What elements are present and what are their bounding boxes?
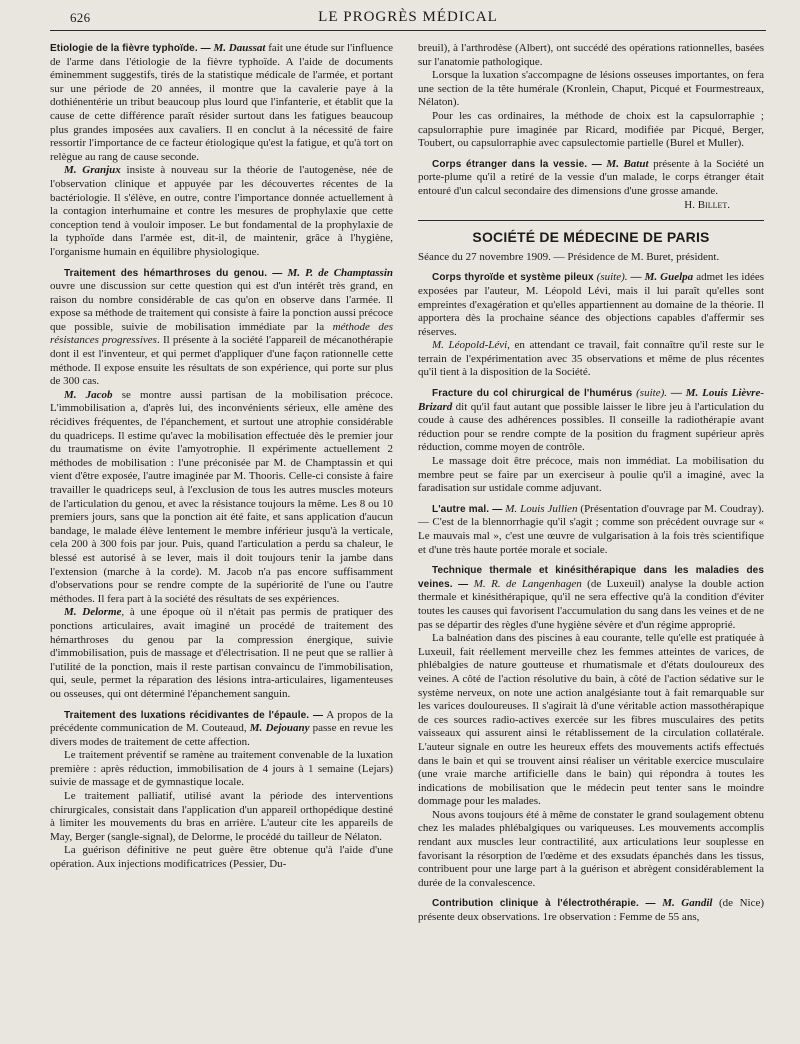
article-heading: Fracture du col chirurgical de l'humérus xyxy=(432,388,633,400)
society-title: SOCIÉTÉ DE MÉDECINE DE PARIS xyxy=(472,229,710,246)
paragraph-continuation: breuil), à l'arthrodèse (Albert), ont succédé des opérations rationnelles, basées sur l'anatomie pathologique. xyxy=(418,42,764,68)
paragraph-massage: Le massage doit être précoce, mais non immédiat. La mobilisation du membre peut se faire par un exerciseur à poulie qu'il a imaginé, avec la faradisation sur ustidale comme adjuvant. xyxy=(418,455,764,495)
italic-phrase: méthode des résistances progressives xyxy=(50,320,393,347)
paragraph-soulagement: Nous avons toujours été à même de constater le grand soulagement obtenu chez les malades phlébalgiques ou variqueuses. Les mouvements accomplis rendant aux muscles leur contractilité, aux articulations leur souplesse en favorisant la résorption de l'œdème et des exsudats épanchés dans les tissus, contribuent pour une large part à la guérison et abrègent considérablement la durée de la convalescence. xyxy=(418,808,764,889)
article-hemarthroses-genou xyxy=(50,267,393,389)
article-heading: Traitement des luxations récidivantes de l'épaule. — xyxy=(64,709,324,721)
article-autre-mal xyxy=(418,503,764,557)
page-header xyxy=(50,8,766,31)
article-etiologie-fievre-typhoide xyxy=(50,42,393,164)
article-corps-thyroide xyxy=(418,271,764,339)
author-name: M. Léopold-Lévi xyxy=(432,339,508,352)
article-text: (de Luxeuil) analyse la double action thermale et kinésithérapique, qu'il ne sera effective qu'à la condition d'éviter toutes les causes qui favorisent l'accumulation du sang dans les veines et de ne pas se départir des règles d'une hygiène sévère et d'un régime approprié. xyxy=(418,577,765,631)
article-heading: Traitement des hémarthroses du genou. — xyxy=(64,267,283,279)
suite-note: (suite). xyxy=(636,387,667,400)
author-name: M. Dejouany xyxy=(249,722,310,735)
article-text: , à une époque où il n'était pas permis de pratiquer des ponctions articulaires, avait imaginé un procédé de traitement des hémarthroses du genou par la compression énergique, suivie d'immobilisation, puis de massage et d'électrisation. Il ne peut que se rallier à l'utilité de la ponction, mais il reste partisan convaincu de l'immobilisation, qui, seule, permet la réparation des lésions intra-articulaires, ligamenteuses ou osseuses, qui ont déterminé l'épanchement sanguin. xyxy=(50,606,393,700)
author-name: M. R. de Langenhagen xyxy=(473,577,582,590)
article-heading: Corps thyroïde et système pileux xyxy=(432,272,594,284)
page-number: 626 xyxy=(70,10,91,25)
author-name: M. P. de Champtassin xyxy=(287,266,393,279)
article-corps-etranger-vessie xyxy=(418,158,764,199)
paragraph-capsulorraphie: Pour les cas ordinaires, la méthode de choix est la capsulorraphie ; capsulorraphie pure imaginée par Ricard, modifiée par Picqué, Berger, Toubert, ou capsulorraphie avec capsulectomie partielle (Burel et Muller). xyxy=(418,109,764,150)
signature: H. Billet. xyxy=(684,198,730,211)
article-heading: Contribution clinique à l'électrothérapie. — xyxy=(432,898,656,910)
paragraph-lesions-osseuses: Lorsque la luxation s'accompagne de lésions osseuses importantes, on fera une section de la tête humérale (Kronlein, Chaput, Picqué et Fourmestreaux, Nélaton). xyxy=(418,69,764,109)
article-text: insiste à nouveau sur la théorie de l'autogenèse, née de l'observation clinique et appuyée par les découvertes récentes de la bactériologie. Il s'élève, en outre, contre l'importance donnée actuellement à la contagion interhumaine et contre les mesures de prophylaxie que cette conception tend à vouloir imposer. Le but fondamental de la prophylaxie de la typhoïde dans l'armée est, dit-il, de maintenir, grâce à l'hygiène, l'organisme humain en équilibre physiologique. xyxy=(50,164,393,258)
author-name: M. Gandil xyxy=(662,897,713,910)
paragraph-traitement-preventif: Le traitement préventif se ramène au traitement convenable de la luxation première : après réduction, immobilisation de 4 jours à 1 semaine (Lejars) suivie de massage et de gymnastique locale. xyxy=(50,749,393,789)
article-text: ouvre une discussion sur cette question qui est d'un intérêt très grand, en raison du nombre considérable de cas qu'on en observe dans l'armée. Il expose sa méthode de traitement qui consiste à faire la ponction aussi précoce que possible, suivie de mobilisation immédiate par la xyxy=(50,280,393,333)
article-text: admet les idées exposées par l'auteur, M. Léopold Lévi, mais il lui paraît qu'elles sont empreintes d'exagération et qu'elles appartiennent au domaine de la théorie. Il apportera dès la prochaine séance des objections capables d'affermir ses réserves. xyxy=(418,271,765,338)
author-name: M. Delorme xyxy=(64,606,122,619)
section-divider xyxy=(418,220,764,221)
paragraph-guerison: La guérison définitive ne peut guère être obtenue qu'à l'aide d'une opération. Aux injections modificatrices (Pessier, Du- xyxy=(50,844,393,871)
paragraph-delorme xyxy=(50,606,393,701)
author-name: — M. Guelpa xyxy=(630,271,694,284)
article-text: se montre aussi partisan de la mobilisation précoce. L'immobilisation a, d'après lui, des inconvénients sérieux, elle amène des récidives fréquentes, de l'épanchement, et surtout une atrophie considérable du quadriceps. Il estime qu'avec la mobilisation effectuée dès le premier jour du traumatisme on évite l'amyotrophie. Il expérimente actuellement 2 méthodes de mobilisation : l'une préconisée par M. de Champtassin et qui vient d'être exposée, l'autre imaginée par M. Thooris. Celle-ci consiste à faire travailler le quadriceps seul, à l'exclusion de tous les autres muscles moteurs de l'articulation du genou, et avec la résistance toujours la même. Les 8 ou 10 premiers jours, sans que la ponction ait été faite, et sans application d'aucun bandage, le malade élève lentement le membre inférieur jusqu'à la verticale, cela 200 à 300 fois par jour. Puis, quand l'articulation a perdu sa chaleur, le blessé est autorisé à se lever, mais il doit toujours tenir la jambe dans l'extension (marche à la corde). M. Jacob n'a pas encore suffisamment d'observations pour se rendre compte de la supériorité de l'une ou l'autre méthodes. Il fera part à la société des résultats de ses expériences. xyxy=(50,388,394,605)
paragraph-traitement-palliatif: Le traitement palliatif, utilisé avant la période des interventions chirurgicales, consistait dans l'application d'un appareil orthopédique destiné à limiter les mouvements du bras en arrière. L'auteur cite les appareils de May, Berger (sangle-signal), de Delorme, le procédé du tailleur de Nélaton. xyxy=(50,790,393,843)
journal-title: LE PROGRÈS MÉDICAL xyxy=(318,9,498,25)
article-heading: L'autre mal. — xyxy=(432,503,503,515)
author-name: M. Granjux xyxy=(64,164,121,177)
author-name: M. Jacob xyxy=(64,388,113,401)
article-text: dit qu'il faut autant que possible laisser le libre jeu à l'articulation du coude à cause des adhérences possibles. Il conseille la radiothérapie avant réduction pour se rendre compte de la position du fragment supérieur après réduction, comme moyen de contrôle. xyxy=(418,400,764,454)
right-column xyxy=(418,42,764,925)
paragraph-leopold-levi xyxy=(418,339,764,380)
left-column xyxy=(50,42,393,872)
article-text: fait une étude sur l'influence de l'arme dans l'étiologie de la fièvre typhoïde. A l'aide de documents éminemment suggestifs, tirés de la statistique médicale de l'armée, et portant sur une période de 20 années, il montre que la cavalerie paye à la dothiénentérie un tribut beaucoup plus lourd que l'infanterie, et établit que la cause de cette différence paraît résider surtout dans les fatigues beaucoup plus grandes imposées aux cavaliers. Il en conclut à la nécessité de faire ressortir l'importance de ce facteur étiologique qu'est la fatigue, et qu'à tort on relègue au rang de cause seconde. xyxy=(50,42,394,163)
article-text: A propos de la précédente communication de M. Couteaud, xyxy=(50,708,393,735)
author-name: — M. Louis Lièvre-Brizard xyxy=(418,387,764,413)
article-text: , en attendant ce travail, fait connaître qu'il reste sur le terrain de l'expérimentation avec 35 observations et même de plus récentes qu'il tient à la disposition de la Société. xyxy=(418,339,764,379)
author-name: M. Daussat xyxy=(213,42,266,54)
article-heading: Etiologie de la fièvre typhoïde. — xyxy=(50,43,211,54)
article-fracture-humerus xyxy=(418,387,764,455)
article-electrotherapie xyxy=(418,897,764,924)
article-text: (Présentation d'ouvrage par M. Coudray). — C'est de la blennorrhagie qu'il s'agit ; comme son précédent ouvrage sur « Le mauvais mal », c'est une œuvre de vulgarisation à la fois très scientifique et d'une très haute portée morale et sociale. xyxy=(418,502,765,556)
session-line: Séance du 27 novembre 1909. — Présidence de M. Buret, président. xyxy=(418,250,720,263)
article-text: (de Nice) présente deux observations. 1re observation : Femme de 55 ans, xyxy=(418,897,764,924)
article-technique-thermale xyxy=(418,564,764,632)
author-name: M. Louis Jullien xyxy=(505,502,578,515)
suite-note: (suite). xyxy=(596,271,628,284)
article-text: présente à la Société un porte-plume qu'il a retiré de la vessie d'un malade, le corps étranger était entouré d'un calcul secondaire des dimensions d'une grosse amande. xyxy=(418,157,765,197)
article-luxations-epaule xyxy=(50,709,393,750)
paragraph-granjux xyxy=(50,164,393,259)
article-heading: Technique thermale et kinésithérapique dans les maladies des veines. — xyxy=(418,565,764,590)
article-text: passe en revue les divers modes de traitement de cette affection. xyxy=(50,722,393,748)
article-text: . Il présente à la société l'appareil de mécanothérapie dont il est l'inventeur, et qui permet d'appliquer d'une façon rationnelle cette méthode. Il expose ensuite les résultats de son expérience, qui porte sur plus de 300 cas. xyxy=(50,334,393,388)
author-name: M. Batut xyxy=(606,157,649,170)
paragraph-balneation: La balnéation dans des piscines à eau courante, telle qu'elle est pratiquée à Luxeuil, fait réellement merveille chez les femmes atteintes de varices, de phlébalgies de nature goutteuse et rhumatismale et d'états douloureux des veines. A côté de l'action résolutive du bain, à côté de l'action sédative sur le système nerveux, on note une action analgésiante tout à fait remarquable sur les varices douloureuses. Il s'agirait là d'une véritable action massothérapique de ces sources radio-actives exercée sur les fibres musculaires des petits vaisseaux qui assurent ainsi le rétablissement de la circulation collatérale. L'auteur signale en outre les heureux effets des mouvements actifs effectués dans le bain et qui se trouvent ainsi réaliser un véritable exercice musculaire (une vraie marche artificielle dans le bain) qui répondra à toutes les indications de mobilisation que le médecin peut tenter sans le moindre dommage pour les malades. xyxy=(418,632,764,808)
article-heading: Corps étranger dans la vessie. — xyxy=(432,158,602,170)
paragraph-jacob xyxy=(50,389,393,607)
